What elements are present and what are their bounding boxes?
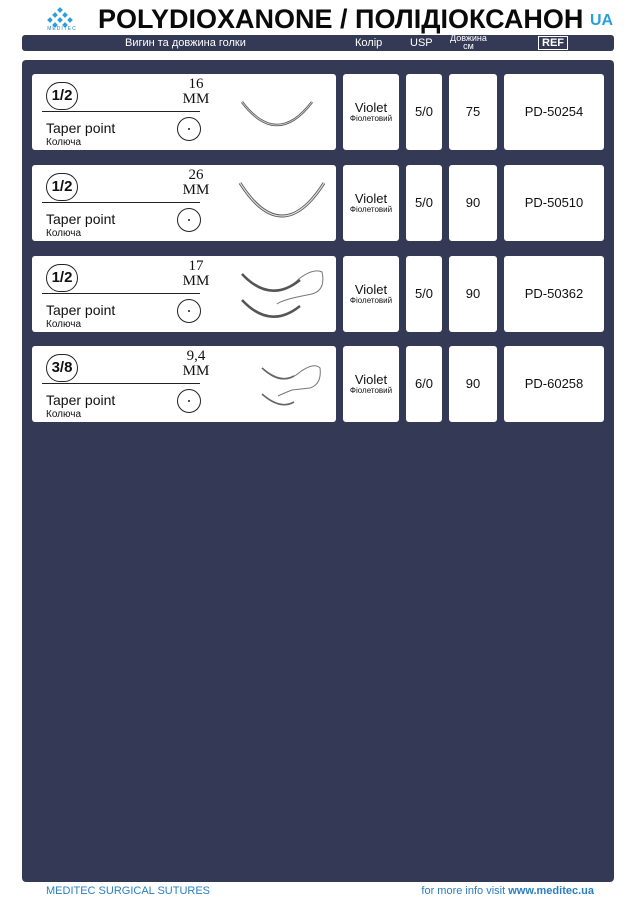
length-value: 75 [465,104,481,119]
length-card [449,74,497,150]
taper-point-icon [177,299,201,323]
header-length-line2: см [463,41,474,51]
size-unit: MM [182,363,210,379]
footer-url[interactable]: www.meditec.ua [508,885,594,897]
color-card [343,346,399,422]
size-unit: MM [182,182,210,198]
table-header [22,35,614,51]
color-name-ua: Фіолетовий [349,114,393,123]
color-name-ua: Фіолетовий [349,205,393,214]
needle-card [32,346,336,422]
point-type: Taper point [46,392,116,408]
ref-value: PD-50254 [524,104,584,119]
table-row [22,74,614,150]
curve-badge: 3/8 [46,354,78,382]
point-type: Taper point [46,211,116,227]
size-unit: MM [182,91,210,107]
needle-size [172,77,220,107]
taper-point-icon [177,117,201,141]
language-badge: UA [590,12,614,29]
table-row [22,256,614,332]
length-value: 90 [465,376,481,391]
table-row [22,346,614,422]
needle-icon [222,78,332,146]
ref-card [504,346,604,422]
footer-prefix: for more info visit [421,885,506,897]
divider [42,293,200,294]
usp-value: 5/0 [414,104,434,119]
point-type-ua: Колюча [46,137,82,148]
size-unit: MM [182,273,210,289]
ref-value: PD-60258 [524,376,584,391]
color-name: Violet [354,372,388,387]
curve-badge: 1/2 [46,173,78,201]
ref-card [504,165,604,241]
size-value: 9,4 [186,348,206,364]
header-color: Колір [355,37,383,49]
point-type: Taper point [46,302,116,318]
point-type-ua: Колюча [46,228,82,239]
needle-size [172,168,220,198]
length-card [449,256,497,332]
point-type: Taper point [46,120,116,136]
table-row [22,165,614,241]
header-length-line1: Довжина [450,33,487,43]
header-ref: REF [538,36,568,50]
color-name-ua: Фіолетовий [349,296,393,305]
ref-card [504,256,604,332]
usp-card [406,74,442,150]
length-value: 90 [465,195,481,210]
length-card [449,165,497,241]
color-name: Violet [354,100,388,115]
page-title: POLYDIOXANONE / ПОЛІДІОКСАНОН [98,4,584,34]
ref-value: PD-50510 [524,195,584,210]
logo-text: MEDITEC [47,26,77,32]
size-value: 26 [188,167,204,183]
point-type-ua: Колюча [46,319,82,330]
length-value: 90 [465,286,481,301]
color-card [343,256,399,332]
curve-badge: 1/2 [46,82,78,110]
ref-card [504,74,604,150]
taper-point-icon [177,208,201,232]
needle-card [32,256,336,332]
length-card [449,346,497,422]
divider [42,111,200,112]
color-name: Violet [354,282,388,297]
divider [42,383,200,384]
ref-value: PD-50362 [524,286,584,301]
usp-value: 6/0 [414,376,434,391]
usp-value: 5/0 [414,195,434,210]
point-type-ua: Колюча [46,409,82,420]
usp-card [406,346,442,422]
divider [42,202,200,203]
needle-icon [222,169,332,237]
needle-icon [222,350,332,418]
curve-badge: 1/2 [46,264,78,292]
usp-card [406,256,442,332]
color-name-ua: Фіолетовий [349,386,393,395]
header-length [450,34,487,50]
color-card [343,74,399,150]
size-value: 17 [188,258,204,274]
needle-card [32,165,336,241]
usp-card [406,165,442,241]
needle-card [32,74,336,150]
needle-icon [222,260,332,328]
color-name: Violet [354,191,388,206]
footer-link[interactable] [421,885,594,897]
product-table [22,60,614,882]
size-value: 16 [188,76,204,92]
color-card [343,165,399,241]
usp-value: 5/0 [414,286,434,301]
taper-point-icon [177,389,201,413]
needle-size [172,349,220,379]
footer-brand: MEDITEC SURGICAL SUTURES [46,885,211,897]
needle-size [172,259,220,289]
header-bend-length: Вигин та довжина голки [125,37,246,49]
header-usp: USP [410,37,433,49]
